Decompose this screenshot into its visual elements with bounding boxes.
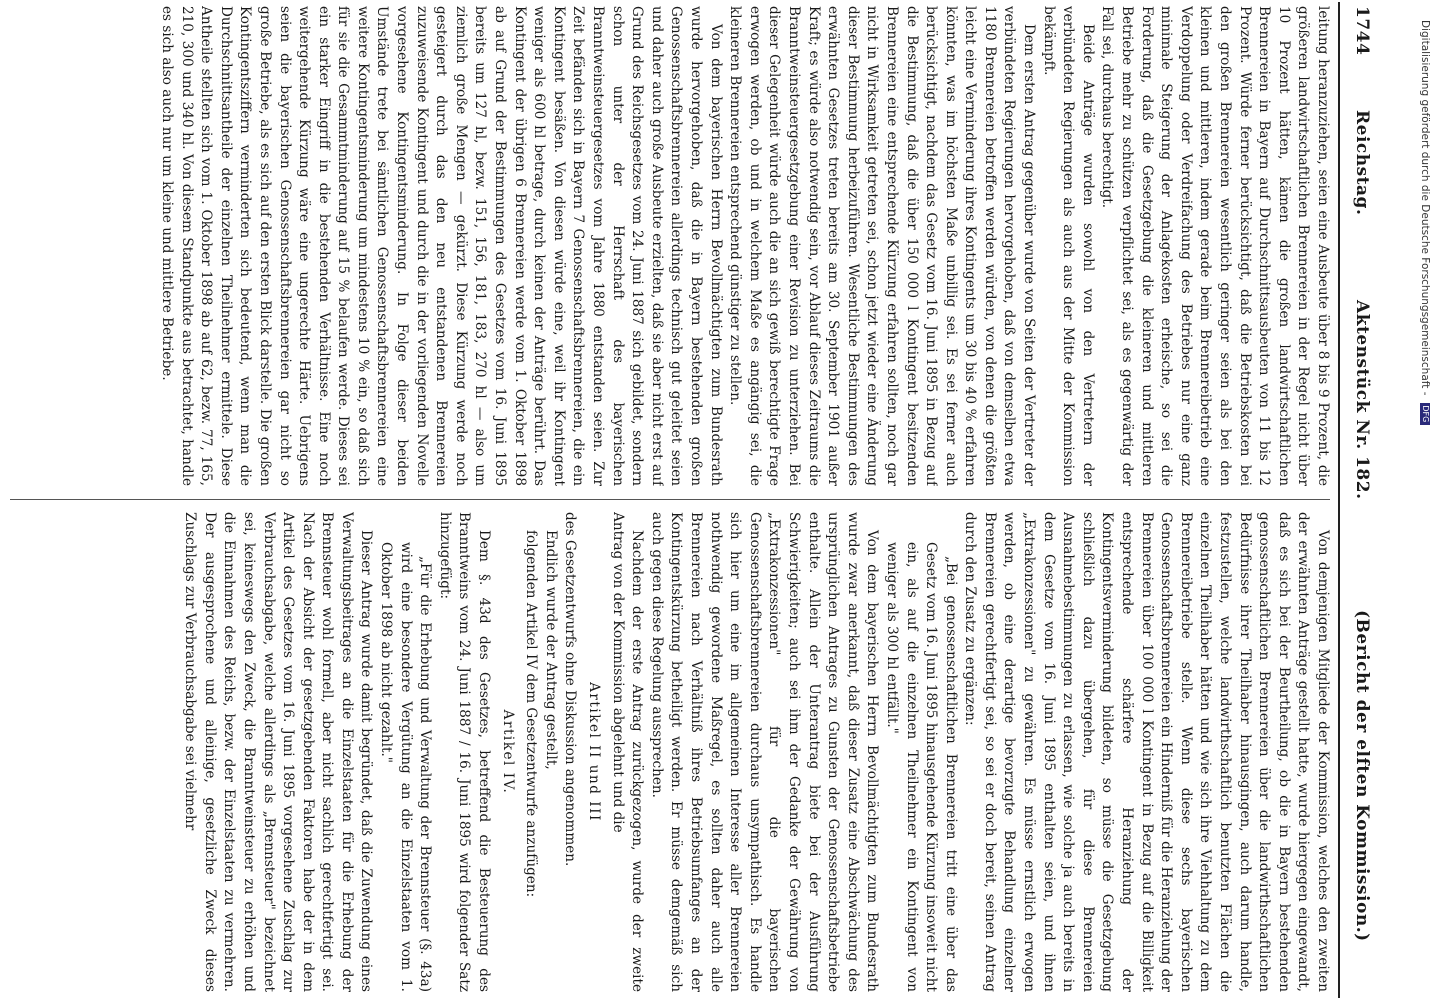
paragraph: Beide Anträge wurden sowohl von den Vertretern der verbündeten Regierungen als auch aus der Mitte der Kommission bekämpft. — [1040, 6, 1096, 486]
document-number: Aktenstück Nr. 182. — [1352, 300, 1372, 500]
section-heading: Artikel II und III — [586, 682, 603, 822]
header-title: Reichstag. — [1352, 110, 1372, 216]
digitization-footer — [1415, 20, 1433, 1000]
left-column — [12, 6, 1332, 486]
paragraph: leitung heranzuziehen, seien eine Ausbeute über 8 bis 9 Prozent, die größeren landwirtschaftlichen Brennereien in der Regel nicht über 10 Prozent hätten, kämen die großen landwirtschaftlichen Brennereien in Bayern auf Durchschnittsausbeuten von 11 bis 12 Prozent. Würde ferner berücksichtigt, daß die Betriebskosten bei den großen Brennereien wesentlich geringer seien als bei den kleinen und mittleren, indem gerade beim Brennereibetrieb eine Verdoppelung oder Verdreifachung des Betriebes nur eine ganz minimale Steigerung der Anlagekosten erheische, so sei die Forderung, daß die Gesetzgebung die kleineren und mittleren Betriebe mehr zu schützen verpflichtet sei, als es gegenwärtig der Fall sei, durchaus berechtigt. — [1099, 6, 1331, 486]
paragraph: Von dem bayerischen Herrn Bevollmächtigten zum Bundesrath wurde hervorgehoben, daß die in Bayern bestehenden großen Genossenschaftsbrennereien allerdings technisch gut geleitet seien und daher auch große Ausbeute erzielten, daß sie aber nicht erst auf Grund des Reichsgesetzes vom 24. Juni 1887 sich gebildet, sondern schon unter der Herrschaft des bayerischen Branntweinsteuergesetzes vom Jahre 1880 entstanden seien. Zur Zeit befänden sich in Bayern 7 Genossenschaftsbrennereien, die ein Kontingent besäßen. Von diesen würde eine, weil ihr Kontingent weniger als 600 hl betrage, durch keinen der Anträge berührt. Das Kontingent der übrigen 6 Brennereien werde vom 1. Oktober 1898 ab auf Grund der Bestimmungen des Gesetzes vom 16. Juni 1895 bereits um 127 hl, bezw. 151, 156, 181, 183, 270 hl — also um ziemlich große Mengen — gekürzt. Diese Kürzung werde noch gesteigert durch das den neu entstandenen Brennereien zuzuweisende Kontingent und durch die in der vorliegenden Novelle vorgesehene Kontingentsminderung. In Folge dieser beiden Umstände trete bei sämtlichen Genossenschaftsbrennereien eine weitere Kontingentsminderung um mindestens 10 % ein, so daß sich für sie die Gesammtminderung auf 15 % belaufen werde. Dieses sei ein starker Eingriff in die bestehenden Verhältnisse. Eine noch weitergehende Kürzung wäre eine ungerechte Härte. Uebrigens seien die bayerischen Genossenschaftsbrennereien gar nicht so große Betriebe, als es sich auf den ersten Blick darstelle. Die großen Kontingentsziffern verminderten sich bedeutend, wenn man die Durchschnittsantheile der einzelnen Theilnehmer ermittele. Diese Antheile stellten sich vom 1. Oktober 1898 ab auf 62, bezw. 77, 165, 210, 300 und 340 hl. Von diesem Standpunkte aus betrachtet, handle es sich also auch nur um kleine und mittlere Betriebe. — [158, 6, 724, 486]
quoted-amendment: „Bei genossenschaftlichen Brennereien tritt eine über das Gesetz vom 16. Juni 1895 hinausgehende Kürzung insoweit nicht ein, als auf die einzelnen Theilnehmer ein Kontingent von weniger als 300 hl entfällt." — [883, 542, 959, 992]
paragraph: Von demjenigen Mitgliede der Kommission, welches den zweiten der erwähnten Anträge gestellt hatte, wurde hiergegen eingewandt, daß es sich bei der Beurtheilung, ob die in Bayern bestehenden genossenschaftlichen Brennereien über die landwirthschaftlichen Bedürfnisse ihrer Theilhaber hinausgingen, auch darum handle, festzustellen, welche landwirthschaftlich benutzten Flächen die einzelnen Theilhaber hätten und wie sich ihre Viehhaltung zu dem Brennereibetriebe stelle. Wenn diese sechs bayerischen Genossenschaftsbrennereien ein Hinderniß für die Heranziehung der Brennereien über 100 000 l Kontingent in Bezug auf die Billigkeit entsprechende schärfere Heranziehung der Kontingentsverminderung bildeten, so müsse die Gesetzgebung schließlich dazu übergehen, für diese Brennereien Ausnahmebestimmungen zu erlassen, wie solche ja auch bereits in dem Gesetze vom 16. Juni 1895 enthalten seien, und ihnen „Extrakonzessionen" zu gewähren. Es müsse ernstlich erwogen werden, ob eine derartige bevorzugte Behandlung einzelner Brennereien gerechtfertigt sei, so sei er doch bereit, seinen Antrag durch den Zusatz zu ergänzen: — [962, 512, 1331, 992]
paragraph: Endlich wurde der Antrag gestellt, — [542, 530, 559, 770]
header-rule — [1338, 2, 1340, 998]
paragraph: Dieser Antrag wurde damit begründet, daß die Zuwendung eines Verwaltungsbeitrages an die Einzelstaaten für die Erhebung der Brennsteuer wohl formell, aber nicht sachlich gerechtfertigt sei. Nach der Absicht der gesetzgebenden Faktoren habe der in dem Artikel des Gesetzes vom 16. Juni 1895 vorgesehene Zuschlag zur Verbrauchsabgabe, welche allerdings als „Brennsteuer" bezeichnet sei, keineswegs den Zweck, die Branntweinsteuer zu erhöhen und die Einnahmen des Reichs, bezw. der Einzelstaaten zu vermehren. Der ausgesprochene und alleinige, gesetzliche Zweck dieses Zuschlags zur Verbrauchsabgabe sei vielmehr — [182, 512, 375, 992]
paragraph: Dem ersten Antrag gegenüber wurde von Seiten der Vertreter der verbündeten Regierungen hervorgehoben, daß von demselben etwa 1180 Brennereien betroffen werden würden, von denen die größten leicht eine Verminderung ihres Kontingents um 30 bis 40 % erfahren könnten, was im höchsten Maße unbillig sei. Es sei ferner auch berücksichtigt, nachdem das Gesetz vom 16. Juni 1895 in Bezug auf die Bestimmung, daß die über 150 000 l Kontingent besitzenden Brennereien eine entsprechende Kürzung erfahren sollten, noch gar nicht in Wirksamkeit getreten sei, schon jetzt wieder eine Änderung dieser Bestimmung herbeizuführen. Wesentliche Bestimmungen des erwähnten Gesetzes treten bereits am 30. September 1901 außer Kraft; es würde also notwendig sein, vor Ablauf dieses Zeitraums die Branntweinsteuergesetzgebung einer Revision zu unterziehen. Bei dieser Gelegenheit würde auch die an sich gewiß berechtigte Frage erwogen werden, ob und in welchem Maße es angängig sei, die kleineren Brennereien entsprechend günstiger zu stellen. — [727, 6, 1038, 486]
paragraph: Von dem bayerischen Herrn Bevollmächtigten zum Bundesrath wurde zwar anerkannt, daß dieser Zusatz eine Abschwächung des ursprünglichen Antrages zu Gunsten der Genossenschaftsbetriebe enthalte. Allein der Unterantrag biete bei der Ausführung Schwierigkeiten; auch sei ihm der Gedanke der Gewährung von „Extrakonzessionen" für die bayerischen Genossenschaftsbrennereien durchaus unsympathisch. Es handle sich hier um eine im allgemeinen Interesse aller Brennereien nothwendig gewordene Maßregel, es sollten daher auch alle Brennereien nach Verhältniß ihres Betriebsumfanges an der Kontingentskürzung betheiligt werden. Er müsse demgemäß sich auch gegen diese Regelung aussprechen. — [648, 512, 881, 992]
footer-text-wrap — [1419, 20, 1431, 1000]
section-heading: Artikel IV. — [499, 709, 516, 795]
paragraph: Dem §. 43d des Gesetzes, betreffend die Besteuerung des Branntweins vom 24. Juni 1887 / 16. Juni 1895 wird folgender Satz hinzugefügt: — [436, 512, 493, 992]
dfg-logo-icon: DFG — [1420, 403, 1430, 425]
page-number: 1744 — [1352, 6, 1372, 56]
page-header — [1342, 0, 1372, 1000]
quoted-amendment: „Für die Erhebung und Verwaltung der Brennsteuer (§. 43a) wird eine besondere Vergütung an die Einzelstaaten vom 1. Oktober 1898 ab nicht gezahlt." — [378, 542, 434, 992]
paragraph: folgenden Artikel IV dem Gesetzentwurfe anzufügen: — [523, 530, 540, 898]
column-divider — [10, 499, 1330, 500]
paragraph: Nachdem der erste Antrag zurückgezogen, wurde der zweite Antrag von der Kommission abgelehnt und die — [609, 512, 646, 992]
footer-credit: Digitalisierung gefördert durch die Deutsche Forschungsgemeinschaft - — [1419, 20, 1431, 396]
right-column — [12, 512, 1332, 992]
paragraph: des Gesetzentwurfs ohne Diskussion angenommen. — [562, 512, 579, 867]
report-title: (Bericht der elften Kommission.) — [1352, 610, 1372, 942]
